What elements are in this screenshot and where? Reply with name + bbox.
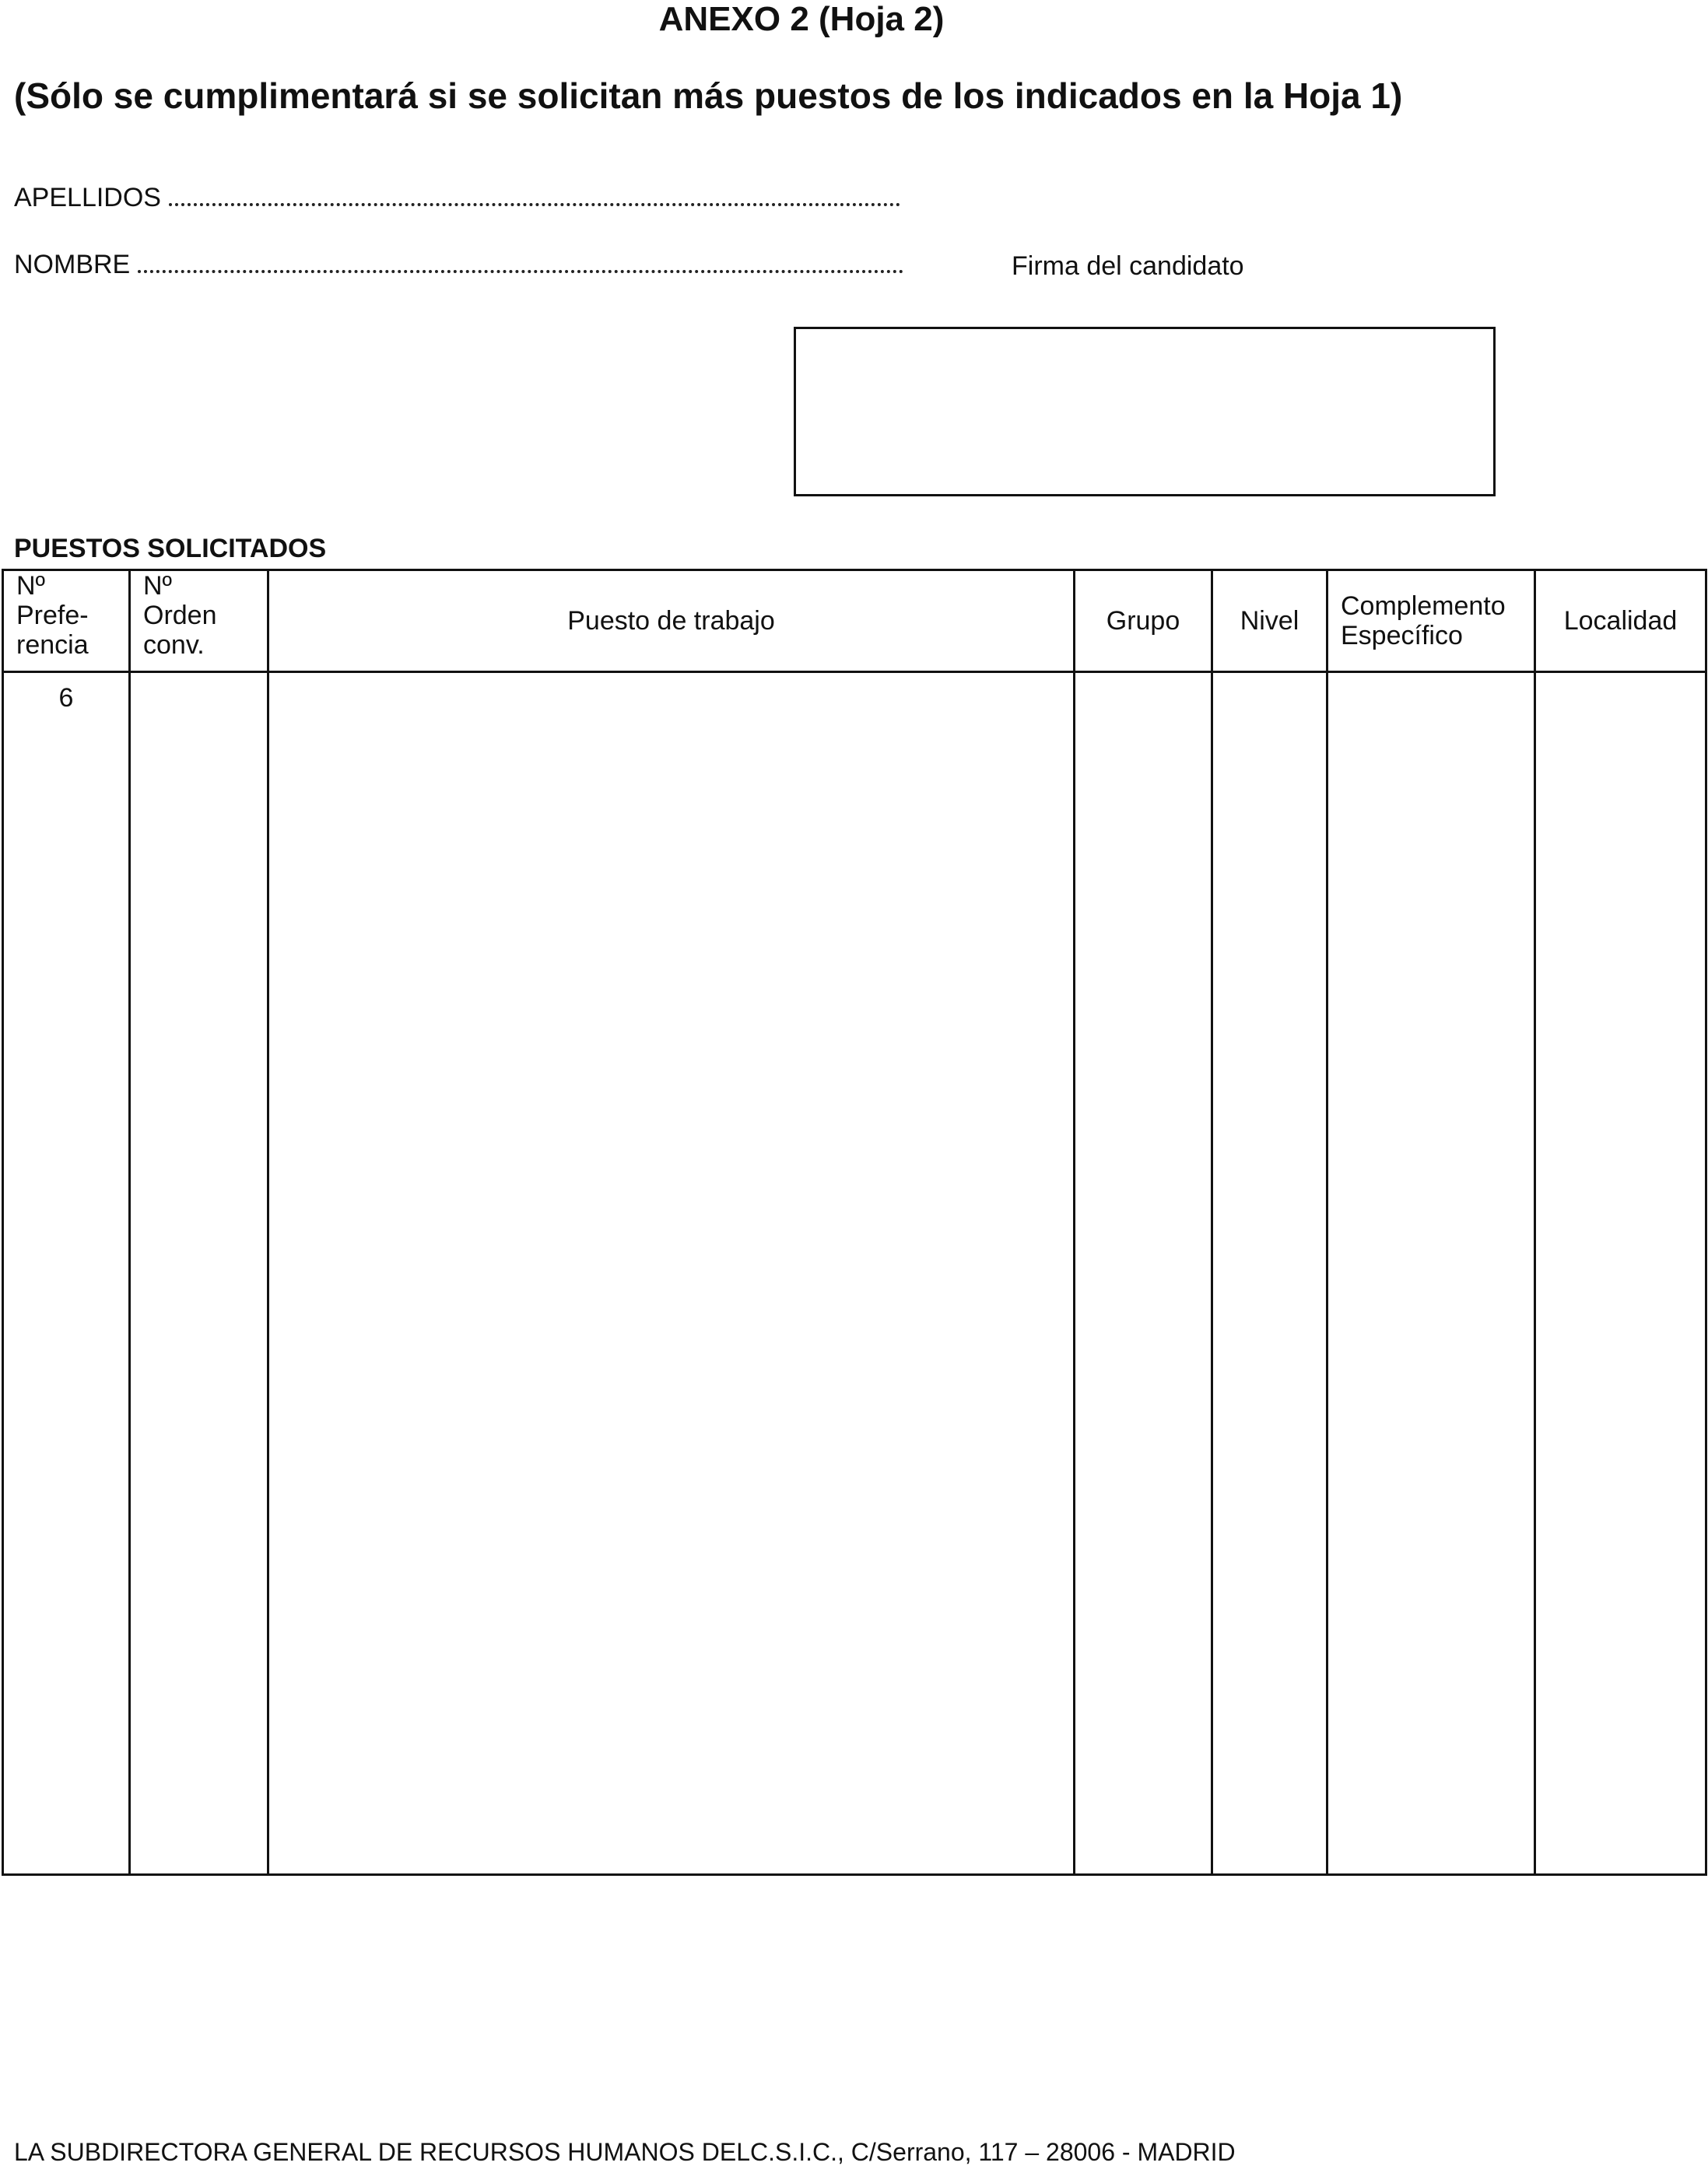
apellidos-field[interactable] xyxy=(14,182,900,213)
header-preferencia-line2: Prefe- xyxy=(16,601,89,630)
table-row xyxy=(3,672,1706,1875)
header-preferencia-line1: Nº xyxy=(16,571,45,601)
header-complemento xyxy=(1327,570,1535,672)
document-title: ANEXO 2 (Hoja 2) xyxy=(658,0,945,38)
preferencia-value: 6 xyxy=(58,683,74,713)
header-preferencia xyxy=(3,570,130,672)
header-orden-line2: Orden xyxy=(143,601,217,630)
cell-grupo[interactable] xyxy=(1075,672,1212,1875)
header-orden xyxy=(130,570,268,672)
table-header-row xyxy=(3,570,1706,672)
header-preferencia-line3: rencia xyxy=(16,630,89,660)
header-complemento-line1: Complemento xyxy=(1341,591,1506,621)
section-title: PUESTOS SOLICITADOS xyxy=(14,534,327,563)
nombre-label: NOMBRE xyxy=(14,250,131,279)
apellidos-label: APELLIDOS xyxy=(14,183,161,212)
puestos-table xyxy=(2,569,1707,1876)
cell-preferencia[interactable] xyxy=(3,672,130,1875)
header-nivel: Nivel xyxy=(1212,570,1327,672)
cell-localidad[interactable] xyxy=(1535,672,1706,1875)
header-grupo: Grupo xyxy=(1075,570,1212,672)
cell-puesto[interactable] xyxy=(268,672,1075,1875)
document-subtitle: (Sólo se cumplimentará si se solicitan más puestos de los indicados en la Hoja 1) xyxy=(14,75,1403,116)
cell-complemento[interactable] xyxy=(1327,672,1535,1875)
header-orden-line1: Nº xyxy=(143,571,172,601)
header-orden-line3: conv. xyxy=(143,630,205,660)
header-complemento-line2: Específico xyxy=(1341,621,1463,650)
footer-address: LA SUBDIRECTORA GENERAL DE RECURSOS HUMANOS DELC.S.I.C., C/Serrano, 117 – 28006 - MADRID xyxy=(14,2138,1236,2166)
nombre-field[interactable] xyxy=(14,249,903,280)
cell-nivel[interactable] xyxy=(1212,672,1327,1875)
nombre-dotted-line[interactable] xyxy=(138,265,903,273)
header-puesto: Puesto de trabajo xyxy=(268,570,1075,672)
apellidos-dotted-line[interactable] xyxy=(169,198,900,206)
cell-orden[interactable] xyxy=(130,672,268,1875)
firma-label: Firma del candidato xyxy=(1012,251,1244,281)
header-localidad: Localidad xyxy=(1535,570,1706,672)
signature-box[interactable] xyxy=(794,327,1496,496)
